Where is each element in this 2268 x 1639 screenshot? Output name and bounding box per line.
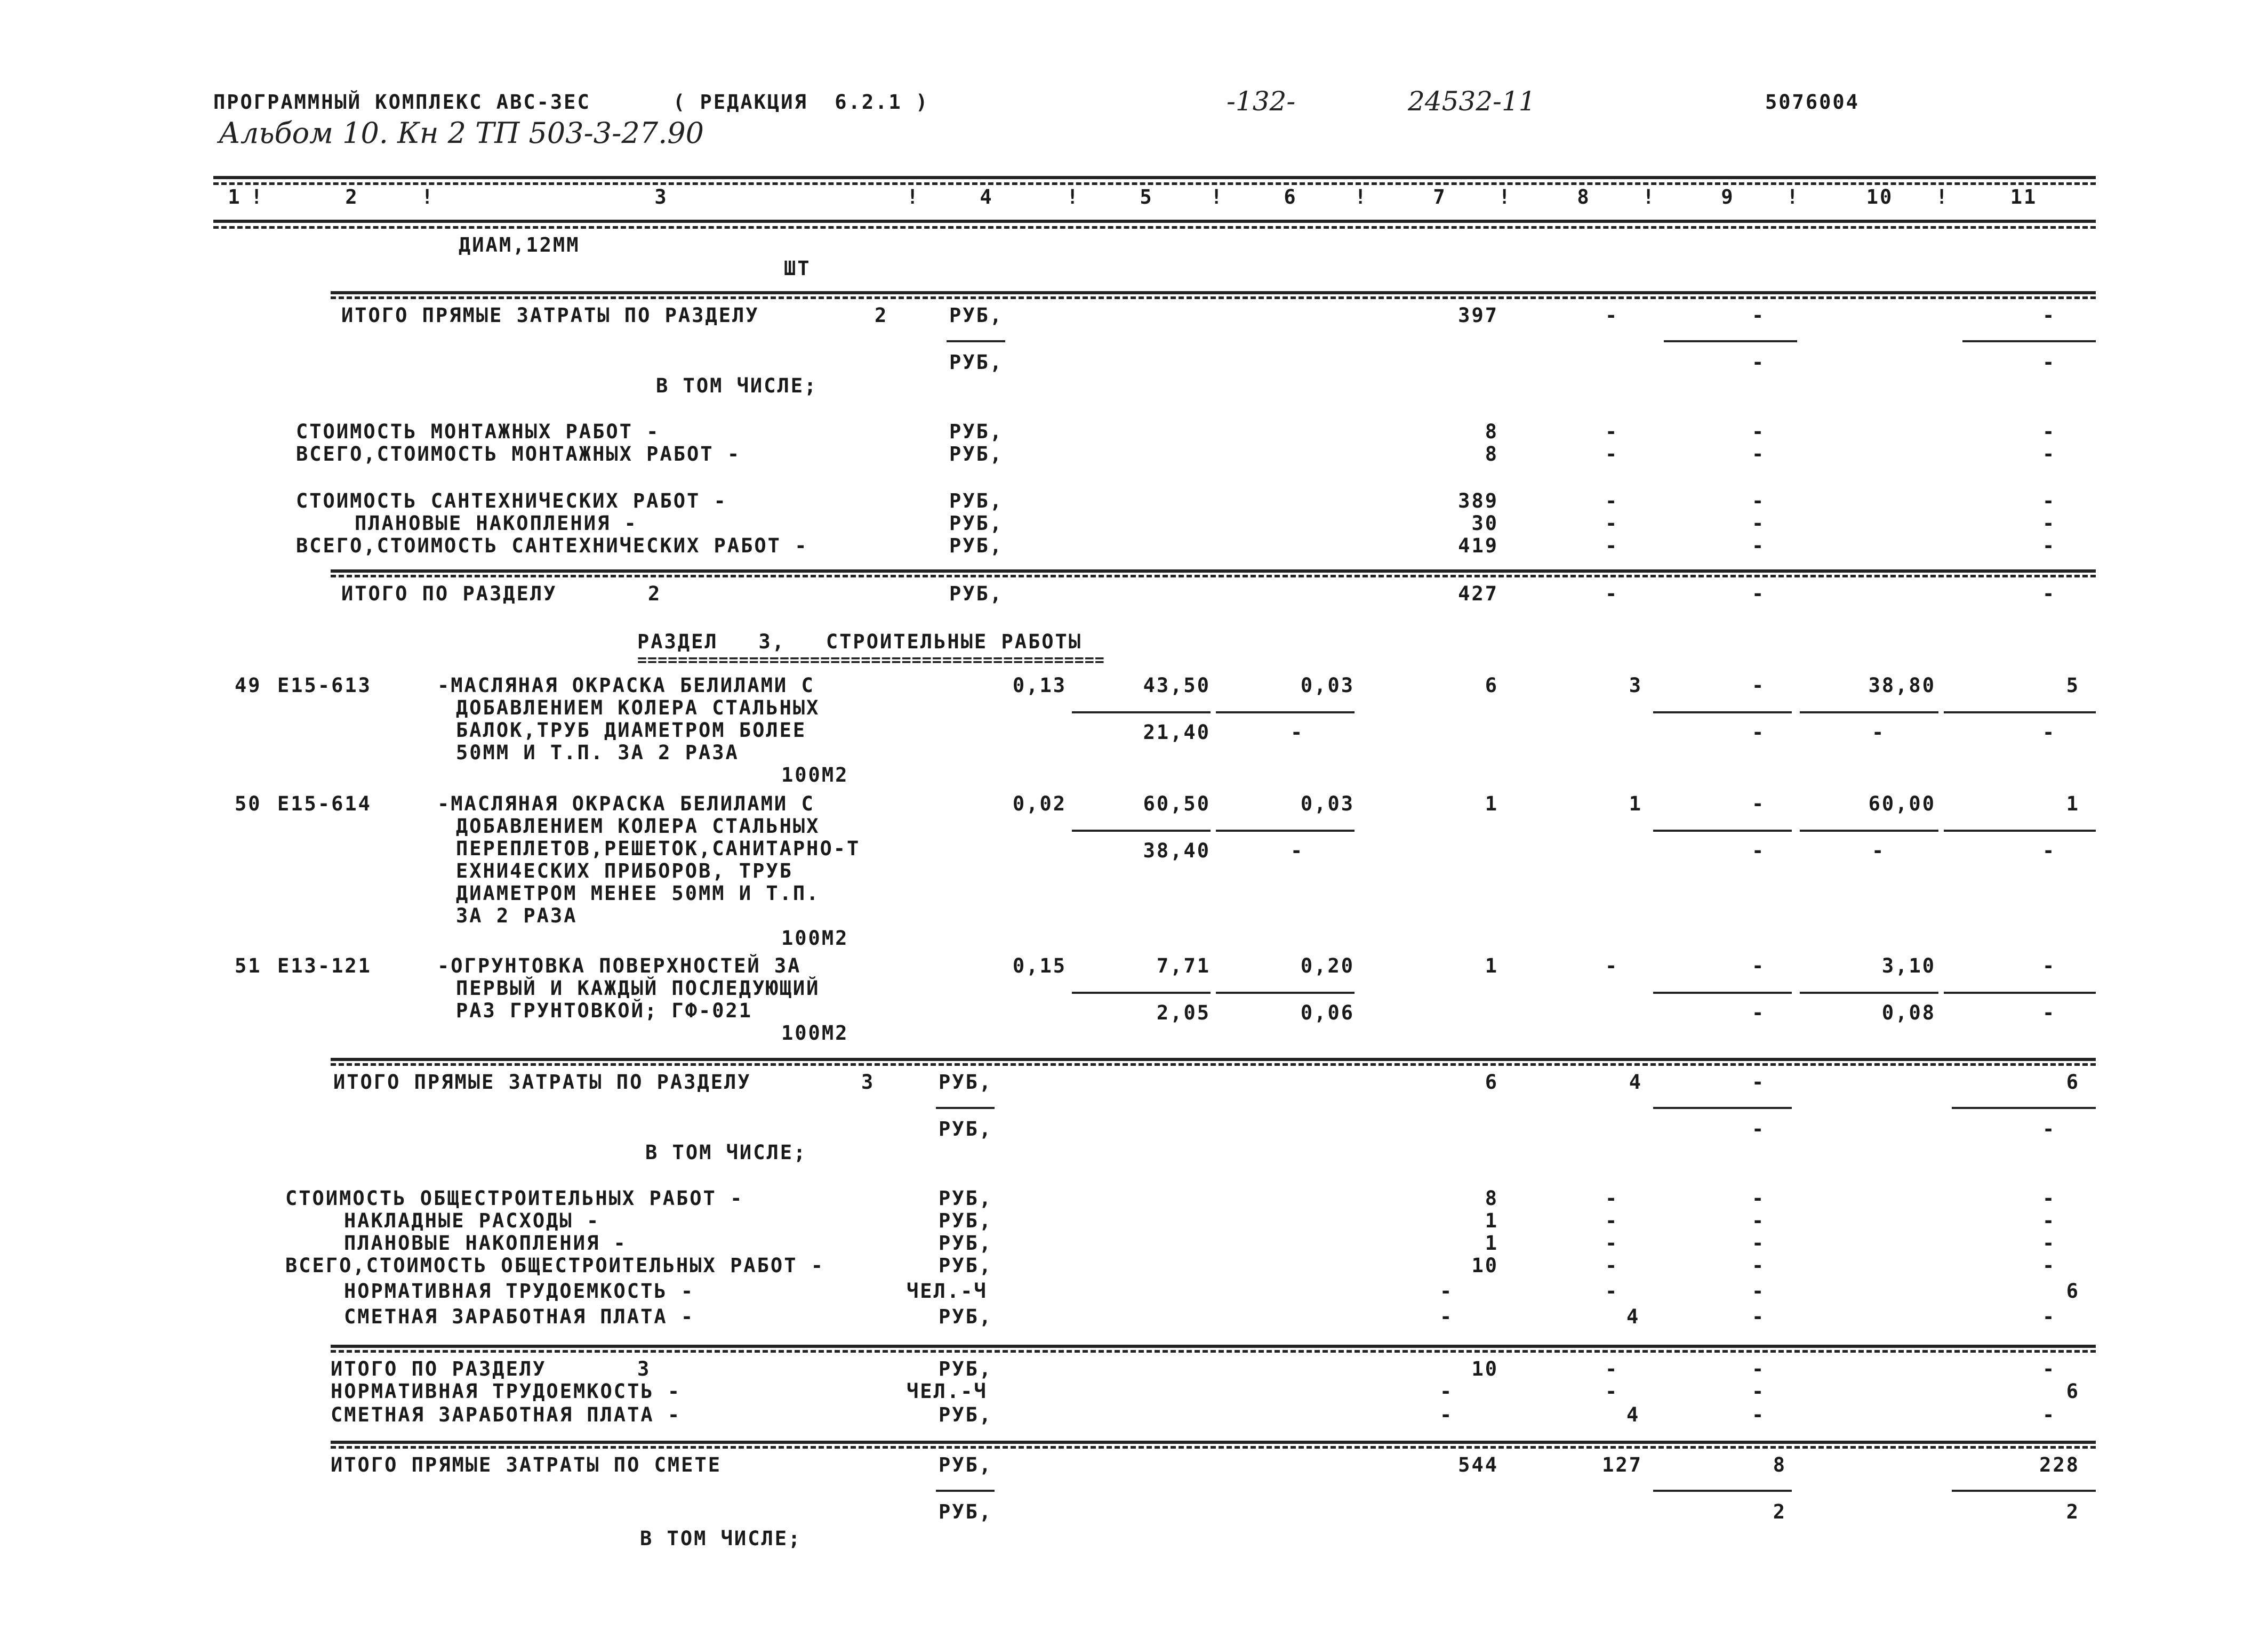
plan-c7: 30	[1471, 512, 1498, 535]
dash: -	[1752, 1305, 1766, 1328]
sec2-direct-num: 2	[875, 304, 888, 327]
row-desc: ПЕРВЫЙ И КАЖДЫЙ ПОСЛЕДУЮЩИЙ	[456, 977, 820, 1000]
norm2-label: НОРМАТИВНАЯ ТРУДОЕМКОСТЬ -	[331, 1380, 682, 1403]
row-num: 49	[235, 674, 262, 697]
row-c4: 0,02	[1012, 792, 1067, 815]
sec2-total-label: ИТОГО ПО РАЗДЕЛУ	[341, 582, 557, 605]
dash: -	[2042, 582, 2056, 605]
row-desc: ЕХНИ4ЕСКИХ ПРИБОРОВ, ТРУБ	[456, 859, 793, 882]
c11-underline	[1962, 340, 2096, 342]
rule-dashed	[331, 1350, 2096, 1353]
row-desc: -МАСЛЯНАЯ ОКРАСКА БЕЛИЛАМИ С	[437, 792, 815, 815]
col-1: 1	[228, 186, 242, 208]
col-5: 5	[1140, 186, 1153, 208]
document-code: 5076004	[1765, 91, 1860, 114]
sant-total-label: ВСЕГО,СТОИМОСТЬ САНТЕХНИЧЕСКИХ РАБОТ -	[296, 534, 808, 557]
dash: -	[1605, 1357, 1619, 1380]
rule-dashed	[331, 1446, 2096, 1449]
dash: -	[2042, 1209, 2056, 1232]
row-num: 51	[235, 954, 262, 977]
row-c7: 1	[1485, 954, 1498, 977]
row-num: 50	[235, 792, 262, 815]
row-c6: 0,20	[1300, 954, 1355, 977]
rule	[1653, 1490, 1792, 1492]
dash: -	[1752, 1071, 1766, 1094]
rule	[331, 1058, 2096, 1061]
unit-rub: РУБ,	[939, 1118, 993, 1140]
row-unit: 100М2	[781, 764, 849, 786]
unit-rub: РУБ,	[949, 512, 1004, 535]
section-3-title-rule: ==============================================	[637, 651, 1105, 670]
dash: -	[1605, 582, 1619, 605]
row-unit: 100М2	[781, 1022, 849, 1045]
rule	[1944, 992, 2096, 994]
rule	[1072, 711, 1211, 713]
row-c10: 60,00	[1868, 792, 1936, 815]
norm-c11: 6	[2066, 1280, 2080, 1303]
row-c10b: -	[1872, 721, 1886, 744]
obs-total-label: ВСЕГО,СТОИМОСТЬ ОБЩЕСТРОИТЕЛЬНЫХ РАБОТ -	[285, 1254, 825, 1277]
row-desc: ДИАМЕТРОМ МЕНЕЕ 50ММ И Т.П.	[456, 882, 820, 905]
rule	[1653, 992, 1792, 994]
c9-underline	[1664, 340, 1797, 342]
plan3-c7: 1	[1485, 1232, 1498, 1255]
row-c5: 60,50	[1143, 792, 1211, 815]
row-c11b: -	[2042, 839, 2056, 862]
rule	[1800, 992, 1938, 994]
row-c9: -	[1752, 954, 1766, 977]
rule	[1216, 711, 1355, 713]
row-desc: ЗА 2 РАЗА	[456, 904, 578, 927]
norm-label: НОРМАТИВНАЯ ТРУДОЕМКОСТЬ -	[344, 1280, 695, 1303]
row-c8: -	[1605, 954, 1619, 977]
grand-c8: 127	[1602, 1453, 1642, 1476]
sec2-direct-c7: 397	[1458, 304, 1498, 327]
dash: -	[1605, 534, 1619, 557]
unit-rub: РУБ,	[939, 1453, 993, 1476]
header-bottom-rule	[213, 220, 2096, 223]
rule	[331, 1441, 2096, 1444]
rule	[1072, 830, 1211, 832]
dash: -	[1605, 1232, 1619, 1255]
dash: -	[1605, 420, 1619, 443]
rule	[1653, 711, 1792, 713]
dash: -	[1752, 1118, 1766, 1140]
rule	[1952, 1107, 2096, 1109]
dash: -	[1752, 1254, 1766, 1277]
unit-rub: РУБ,	[939, 1500, 993, 1523]
nakl-label: НАКЛАДНЫЕ РАСХОДЫ -	[344, 1209, 600, 1232]
dash: -	[1605, 304, 1619, 327]
dash: -	[2042, 1118, 2056, 1140]
col-2: 2	[345, 186, 359, 208]
sec3-direct-c11: 6	[2066, 1071, 2080, 1094]
obs-total-c7: 10	[1471, 1254, 1498, 1277]
row-c11: 1	[2066, 792, 2080, 815]
sant-label: СТОИМОСТЬ САНТЕХНИЧЕСКИХ РАБОТ -	[296, 489, 727, 512]
unit-rub: РУБ,	[939, 1232, 993, 1255]
row-c8: 3	[1629, 674, 1642, 697]
row-c6: 0,03	[1300, 674, 1355, 697]
row-c11: 5	[2066, 674, 2080, 697]
document-number: 24532-11	[1408, 86, 1536, 117]
unit-underline	[936, 1490, 995, 1492]
rule	[1653, 830, 1792, 832]
row-c11b: -	[2042, 1001, 2056, 1024]
unit-rub: РУБ,	[949, 489, 1004, 512]
dash: -	[1752, 351, 1766, 374]
rule-dashed	[331, 1063, 2096, 1066]
mont-total-c7: 8	[1485, 443, 1498, 465]
dash: -	[1440, 1380, 1454, 1403]
obs-c7: 8	[1485, 1187, 1498, 1210]
dash: -	[2042, 1254, 2056, 1277]
row-c9b: -	[1752, 721, 1766, 744]
dash: -	[2042, 1187, 2056, 1210]
edition: ( РЕДАКЦИЯ 6.2.1 )	[673, 91, 929, 114]
header-top-rule-dashed	[213, 182, 2096, 185]
sec2-total-c7: 427	[1458, 582, 1498, 605]
mont-total-label: ВСЕГО,СТОИМОСТЬ МОНТАЖНЫХ РАБОТ -	[296, 443, 741, 465]
dash: -	[1752, 1357, 1766, 1380]
program-name: ПРОГРАММНЫЙ КОМПЛЕКС АВС-3ЕС	[213, 91, 591, 114]
col-8: 8	[1577, 186, 1591, 208]
rule	[1800, 711, 1938, 713]
unit-rub: РУБ,	[939, 1357, 993, 1380]
col-7: 7	[1433, 186, 1447, 208]
dash: -	[1605, 1187, 1619, 1210]
header-top-rule	[213, 176, 2096, 179]
rule-dashed	[331, 575, 2096, 577]
nakl-c7: 1	[1485, 1209, 1498, 1232]
dash: -	[2042, 443, 2056, 465]
col-11: 11	[2010, 186, 2038, 208]
sec2-direct-label: ИТОГО ПРЯМЫЕ ЗАТРАТЫ ПО РАЗДЕЛУ	[341, 304, 759, 327]
row-c6: 0,03	[1300, 792, 1355, 815]
row-unit: 100М2	[781, 927, 849, 950]
col-9: 9	[1721, 186, 1735, 208]
row-desc: ДОБАВЛЕНИЕМ КОЛЕРА СТАЛЬНЫХ	[456, 815, 820, 838]
unit-rub: РУБ,	[949, 420, 1004, 443]
sec2-incl: В ТОМ ЧИСЛЕ;	[656, 374, 818, 397]
unit-rub: РУБ,	[939, 1187, 993, 1210]
row-c4: 0,15	[1012, 954, 1067, 977]
dash: -	[1752, 1209, 1766, 1232]
dash: -	[1752, 582, 1766, 605]
row-c5: 7,71	[1156, 954, 1211, 977]
row-c10b: 0,08	[1881, 1001, 1936, 1024]
dash: -	[1440, 1280, 1454, 1303]
dash: -	[2042, 1357, 2056, 1380]
album-note: Альбом 10. Кн 2 ТП 503-3-27.90	[219, 116, 704, 150]
unit-sht: ШТ	[784, 257, 811, 280]
dash: -	[1605, 1209, 1619, 1232]
dash: -	[1605, 443, 1619, 465]
unit-rub: РУБ,	[939, 1209, 993, 1232]
dash: -	[2042, 489, 2056, 512]
dash: -	[2042, 420, 2056, 443]
rule	[1216, 830, 1355, 832]
dash: -	[1752, 1403, 1766, 1426]
row-c6b: -	[1291, 721, 1304, 744]
row-c5b: 38,40	[1143, 839, 1211, 862]
dash: -	[1605, 512, 1619, 535]
plan-label: ПЛАНОВЫЕ НАКОПЛЕНИЯ -	[355, 512, 638, 535]
zp2-label: СМЕТНАЯ ЗАРАБОТНАЯ ПЛАТА -	[331, 1403, 682, 1426]
unit-chel: ЧЕЛ.-Ч	[907, 1280, 988, 1303]
dash: -	[2042, 351, 2056, 374]
row-code: Е15-613	[277, 674, 372, 697]
sec3-total-num: 3	[637, 1357, 651, 1380]
rule	[331, 1345, 2096, 1348]
row-c10b: -	[1872, 839, 1886, 862]
dash: -	[2042, 304, 2056, 327]
page-number: -132-	[1227, 86, 1296, 117]
unit-rub: РУБ,	[939, 1305, 993, 1328]
zp-c8: 4	[1626, 1305, 1640, 1328]
row-desc: ДОБАВЛЕНИЕМ КОЛЕРА СТАЛЬНЫХ	[456, 696, 820, 719]
sec3-total-norm-c11: 6	[2066, 1380, 2080, 1403]
sec2-total-num: 2	[648, 582, 662, 605]
row-c4: 0,13	[1012, 674, 1067, 697]
grand-incl: В ТОМ ЧИСЛЕ;	[640, 1527, 802, 1550]
col-4: 4	[980, 186, 993, 208]
dash: -	[2042, 1305, 2056, 1328]
rule	[1944, 830, 2096, 832]
sec3-direct-label: ИТОГО ПРЯМЫЕ ЗАТРАТЫ ПО РАЗДЕЛУ	[333, 1071, 751, 1094]
sec3-direct-c7: 6	[1485, 1071, 1498, 1094]
row-desc: 50ММ И Т.П. ЗА 2 РАЗА	[456, 741, 739, 764]
sec3-total-zp-c8: 4	[1626, 1403, 1640, 1426]
rule	[1944, 711, 2096, 713]
header-bottom-rule-dashed	[213, 226, 2096, 229]
unit-rub: РУБ,	[939, 1254, 993, 1277]
rule-dashed	[331, 296, 2096, 299]
row-c10: 3,10	[1881, 954, 1936, 977]
row-c5: 43,50	[1143, 674, 1211, 697]
grand-c9b: 2	[1773, 1500, 1786, 1523]
row-code: Е15-614	[277, 792, 372, 815]
rule	[1800, 830, 1938, 832]
grand-c7: 544	[1458, 1453, 1498, 1476]
row-c9: -	[1752, 792, 1766, 815]
row-c10: 38,80	[1868, 674, 1936, 697]
col-10: 10	[1866, 186, 1894, 208]
mont-c7: 8	[1485, 420, 1498, 443]
row-desc: -МАСЛЯНАЯ ОКРАСКА БЕЛИЛАМИ С	[437, 674, 815, 697]
dash: -	[1752, 512, 1766, 535]
col-3: 3	[654, 186, 668, 208]
row-code: Е13-121	[277, 954, 372, 977]
sant-total-c7: 419	[1458, 534, 1498, 557]
obs-label: СТОИМОСТЬ ОБЩЕСТРОИТЕЛЬНЫХ РАБОТ -	[285, 1187, 744, 1210]
dash: -	[1752, 1380, 1766, 1403]
row-c7: 1	[1485, 792, 1498, 815]
unit-rub: РУБ,	[939, 1403, 993, 1426]
grand-c11b: 2	[2066, 1500, 2080, 1523]
zp-label: СМЕТНАЯ ЗАРАБОТНАЯ ПЛАТА -	[344, 1305, 695, 1328]
sec3-direct-c8: 4	[1629, 1071, 1642, 1094]
dash: -	[1752, 1187, 1766, 1210]
unit-rub: РУБ,	[949, 443, 1004, 465]
row-desc: РАЗ ГРУНТОВКОЙ; ГФ-021	[456, 999, 753, 1022]
dash: -	[2042, 512, 2056, 535]
dash: -	[1605, 489, 1619, 512]
plan3-label: ПЛАНОВЫЕ НАКОПЛЕНИЯ -	[344, 1232, 627, 1255]
rule	[331, 291, 2096, 294]
section-3-title: РАЗДЕЛ 3, СТРОИТЕЛЬНЫЕ РАБОТЫ	[637, 630, 1083, 653]
dash: -	[2042, 534, 2056, 557]
dash: -	[1752, 1280, 1766, 1303]
dash: -	[1752, 420, 1766, 443]
rule	[1216, 992, 1355, 994]
dash: -	[1752, 534, 1766, 557]
rule	[1653, 1107, 1792, 1109]
sec3-total-label: ИТОГО ПО РАЗДЕЛУ	[331, 1357, 547, 1380]
grand-label: ИТОГО ПРЯМЫЕ ЗАТРАТЫ ПО СМЕТЕ	[331, 1453, 722, 1476]
dash: -	[1605, 1254, 1619, 1277]
dash: -	[1752, 304, 1766, 327]
mont-label: СТОИМОСТЬ МОНТАЖНЫХ РАБОТ -	[296, 420, 660, 443]
row-desc: -ОГРУНТОВКА ПОВЕРХНОСТЕЙ ЗА	[437, 954, 802, 977]
grand-c9: 8	[1773, 1453, 1786, 1476]
row-c9: -	[1752, 674, 1766, 697]
unit-rub: РУБ,	[939, 1071, 993, 1094]
row-desc: БАЛОК,ТРУБ ДИАМЕТРОМ БОЛЕЕ	[456, 719, 807, 742]
row-c7: 6	[1485, 674, 1498, 697]
unit-rub: РУБ,	[949, 534, 1004, 557]
diam-text: ДИАМ,12ММ	[459, 234, 580, 256]
row-c5b: 21,40	[1143, 721, 1211, 744]
row-c9b: -	[1752, 1001, 1766, 1024]
sec2-direct-unit-2: РУБ,	[949, 351, 1004, 374]
rule	[1072, 992, 1211, 994]
dash: -	[1440, 1403, 1454, 1426]
sec3-incl: В ТОМ ЧИСЛЕ;	[645, 1141, 807, 1164]
unit-underline	[947, 340, 1005, 342]
sec3-direct-num: 3	[861, 1071, 875, 1094]
row-c9b: -	[1752, 839, 1766, 862]
row-c11b: -	[2042, 721, 2056, 744]
dash: -	[1752, 443, 1766, 465]
sec3-total-c7: 10	[1471, 1357, 1498, 1380]
row-c5b: 2,05	[1156, 1001, 1211, 1024]
dash: -	[1440, 1305, 1454, 1328]
unit-underline	[936, 1107, 995, 1109]
dash: -	[2042, 1403, 2056, 1426]
dash: -	[1605, 1280, 1619, 1303]
row-desc: ПЕРЕПЛЕТОВ,РЕШЕТОК,САНИТАРНО-Т	[456, 837, 861, 860]
dash: -	[1605, 1380, 1619, 1403]
sant-c7: 389	[1458, 489, 1498, 512]
dash: -	[1752, 489, 1766, 512]
sec2-direct-unit: РУБ,	[949, 304, 1004, 327]
row-c6b: -	[1291, 839, 1304, 862]
row-c11: -	[2042, 954, 2056, 977]
rule	[1952, 1490, 2096, 1492]
dash: -	[1752, 1232, 1766, 1255]
rule	[331, 569, 2096, 573]
grand-c11: 228	[2039, 1453, 2080, 1476]
col-6: 6	[1284, 186, 1297, 208]
unit-rub: РУБ,	[949, 582, 1004, 605]
row-c6b: 0,06	[1300, 1001, 1355, 1024]
row-c8: 1	[1629, 792, 1642, 815]
unit-chel: ЧЕЛ.-Ч	[907, 1380, 988, 1403]
dash: -	[2042, 1232, 2056, 1255]
